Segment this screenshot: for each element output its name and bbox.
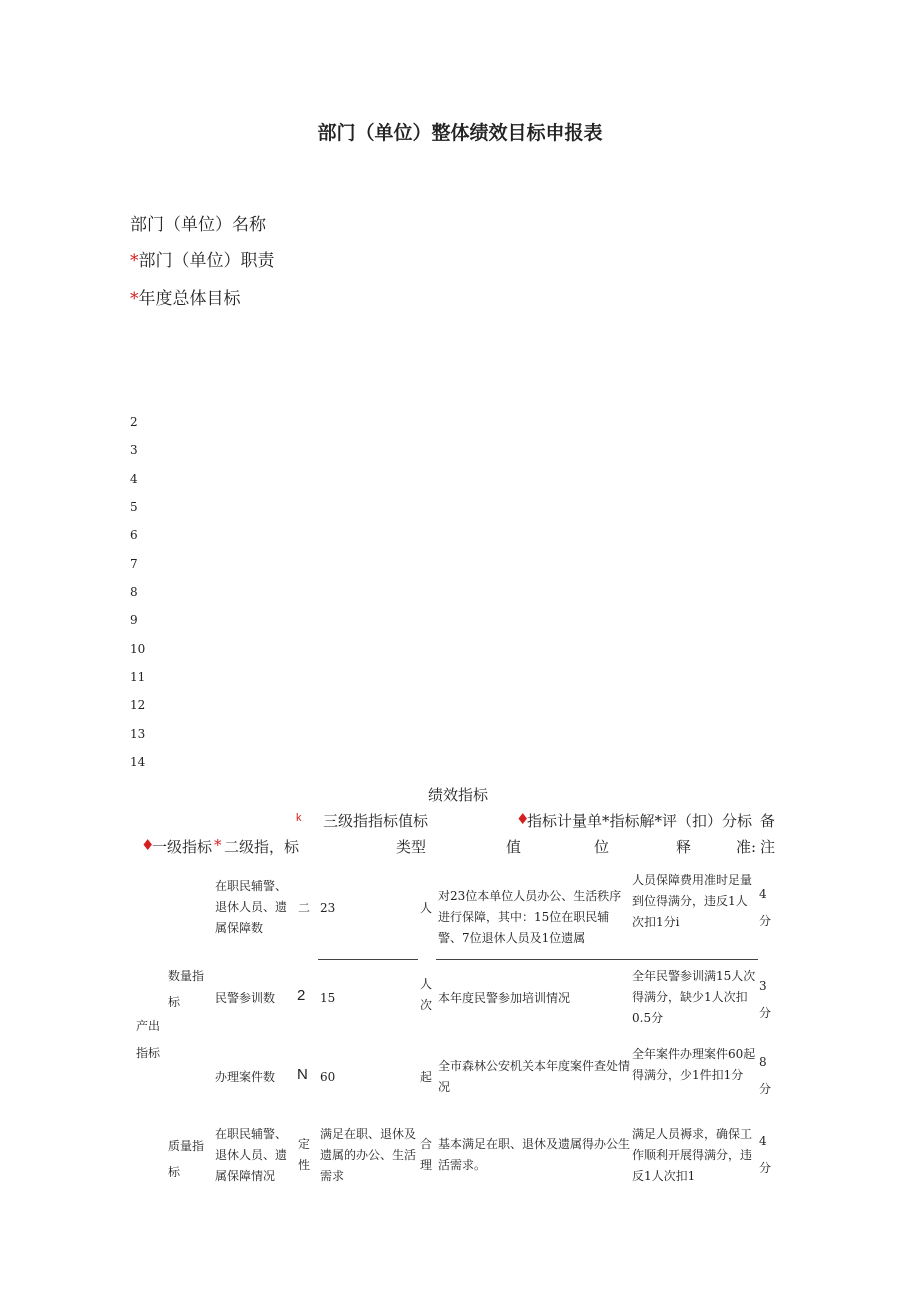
row-number: 10	[130, 642, 146, 656]
table-cell-level3: 民警参训数	[215, 991, 276, 1005]
row-divider	[436, 959, 758, 960]
table-caption: 绩效指标	[428, 786, 489, 804]
table-cell-level3: 办理案件数	[215, 1070, 276, 1084]
row-number: 14	[130, 755, 146, 769]
header-type: 类型	[396, 838, 427, 856]
diamond-icon: ♦	[141, 836, 155, 854]
table-cell-score: 分	[759, 1006, 772, 1020]
table-cell-score: 3	[759, 979, 767, 993]
row-number: 9	[130, 613, 138, 627]
table-cell-standard: 全年案件办理案件60起得满分，少1件扣1分	[632, 1047, 756, 1082]
row-number: 7	[130, 557, 138, 571]
required-mark: *	[130, 251, 139, 271]
table-cell-score: 分	[759, 1161, 772, 1175]
table-cell-explain: 本年度民警参加培训情况	[438, 991, 571, 1005]
department-duty-text: 部门（单位）职责	[138, 251, 275, 271]
header-level2: 二级指，标	[224, 838, 300, 856]
table-cell-type: 2	[297, 987, 306, 1004]
department-duty-label	[130, 246, 275, 271]
department-name-label: 部门（单位）名称	[130, 215, 266, 235]
row-number: 2	[130, 415, 138, 429]
category-label: 产出	[136, 1019, 161, 1033]
table-cell-level3: 在职民辅警、退休人员、遗属保障数	[215, 879, 288, 935]
row-number: 12	[130, 698, 146, 712]
table-cell-level3: 在职民辅警、退休人员、遗属保障情况	[215, 1127, 288, 1183]
table-cell-unit: 人次	[420, 977, 433, 1012]
table-cell-standard: 人员保障费用准时足量到位得满分，违反1人次扣1分i	[632, 873, 753, 929]
header-explain: 释	[676, 838, 692, 856]
annual-goal-text: 年度总体目标	[138, 289, 241, 309]
group-label-quantity: 数量指	[168, 969, 205, 983]
table-cell-score: 4	[759, 887, 767, 901]
table-cell-explain: 全市森林公安机关本年度案件查处情况	[438, 1059, 631, 1094]
row-number: 4	[130, 472, 138, 486]
header-value: 值	[506, 838, 522, 856]
table-cell-score: 4	[759, 1134, 767, 1148]
category-label: 指标	[136, 1046, 161, 1060]
table-cell-explain: 对23位本单位人员办公、生活秩序进行保障，其中：15位在职民辅警、7位退休人员及1位遗属	[438, 889, 622, 945]
group-label-quantity: 标	[168, 995, 181, 1009]
row-number: 5	[130, 500, 138, 514]
row-divider	[318, 959, 418, 960]
header-remark-1: 备	[760, 812, 776, 830]
row-number: 3	[130, 443, 138, 457]
header-right-group: 指标计量单*指标解*评（扣）分标	[527, 812, 753, 830]
table-cell-standard: 全年民警参训满15人次得满分，缺少1人次扣0.5分	[632, 969, 756, 1025]
row-number: 13	[130, 727, 146, 741]
table-cell-score: 8	[759, 1055, 767, 1069]
header-remark-2: 注	[760, 838, 776, 856]
table-cell-unit: 人	[420, 901, 433, 915]
group-label-quality: 质量指	[168, 1139, 205, 1153]
group-label-quality: 标	[168, 1165, 181, 1179]
required-mark: *	[130, 289, 139, 309]
table-cell-value: 60	[320, 1070, 336, 1084]
table-cell-unit: 合理	[420, 1137, 433, 1172]
diamond-icon: ♦	[516, 810, 530, 828]
header-level3-value: 三级指指标值标	[323, 812, 429, 830]
row-number: 6	[130, 528, 138, 542]
table-cell-value: 23	[320, 901, 336, 915]
k-mark: k	[296, 812, 302, 824]
table-cell-unit: 起	[420, 1070, 433, 1084]
table-cell-type: 定性	[298, 1137, 311, 1172]
table-cell-score: 分	[759, 914, 772, 928]
table-cell-value: 15	[320, 991, 336, 1005]
table-cell-score: 分	[759, 1082, 772, 1096]
required-mark: *	[214, 836, 222, 854]
table-cell-type: 二	[298, 901, 311, 915]
table-cell-type: N	[297, 1066, 308, 1083]
page-title: 部门（单位）整体绩效目标申报表	[317, 122, 603, 144]
row-number: 8	[130, 585, 138, 599]
header-level1: 一级指标	[152, 838, 213, 856]
table-cell-standard: 满足人员褥求，确保工作顺利开展得满分，违反1人次扣1	[632, 1127, 753, 1183]
annual-goal-label	[130, 284, 241, 309]
header-standard: 准:	[736, 838, 757, 856]
table-cell-value: 满足在职、退休及遗属的办公、生活需求	[320, 1127, 417, 1183]
row-number: 11	[130, 670, 146, 684]
table-cell-explain: 基本满足在职、退休及遗属得办公生活需求。	[438, 1137, 631, 1172]
header-unit: 位	[594, 838, 610, 856]
